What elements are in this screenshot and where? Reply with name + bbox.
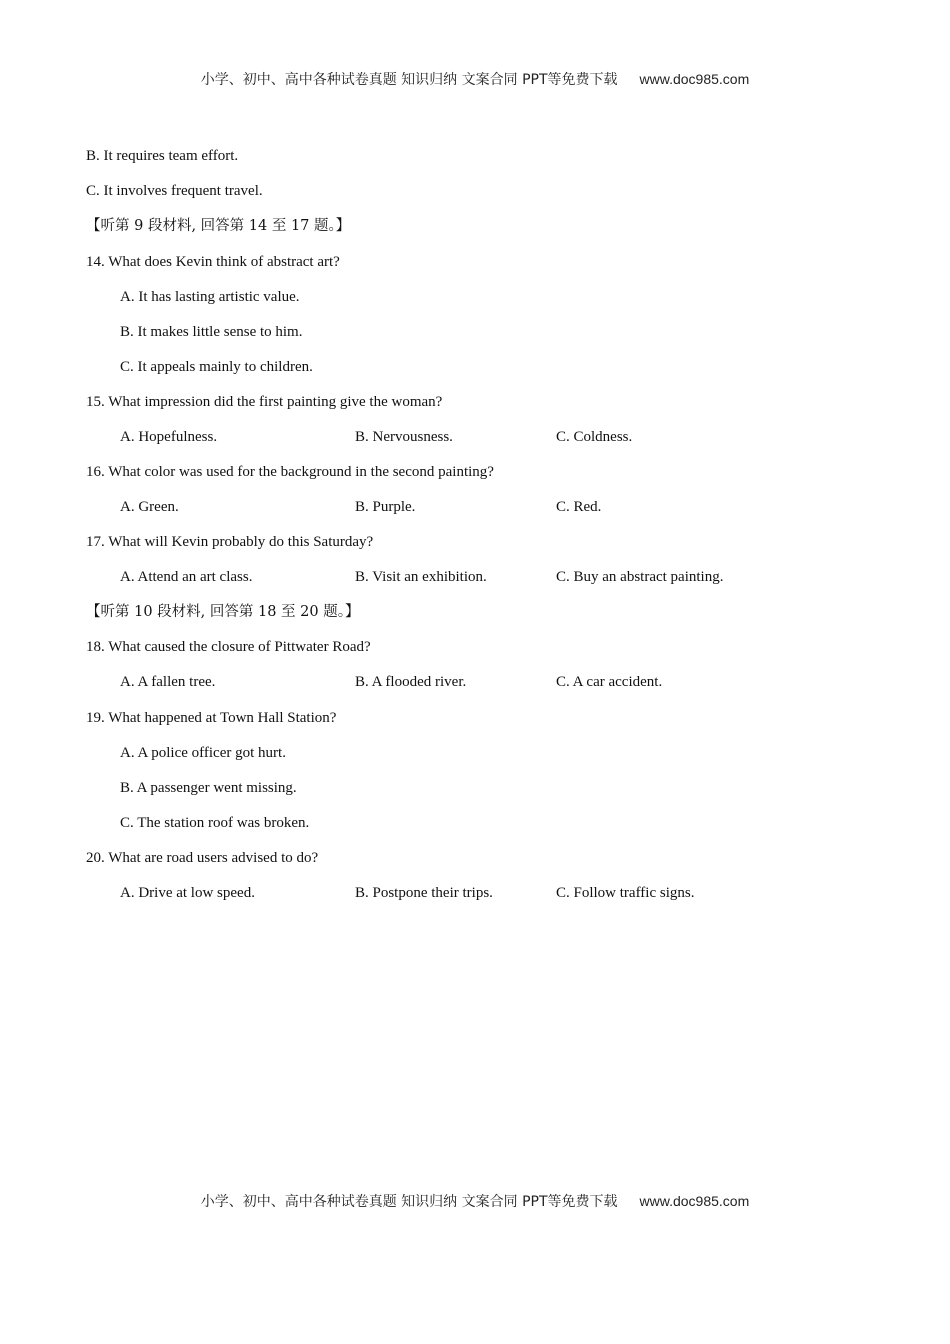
page-footer: [0, 1191, 950, 1211]
header-url[interactable]: www.doc985.com: [639, 71, 750, 87]
q17-option-c: C. Buy an abstract painting.: [556, 569, 724, 585]
q19-option-c: C. The station roof was broken.: [120, 815, 310, 831]
q14-option-c: C. It appeals mainly to children.: [120, 359, 313, 375]
question-19: 19. What happened at Town Hall Station?: [86, 710, 337, 726]
footer-url[interactable]: www.doc985.com: [639, 1193, 750, 1209]
footer-text: 小学、初中、高中各种试卷真题 知识归纳 文案合同 PPT等免费下载: [200, 1194, 618, 1210]
page-header: [0, 69, 950, 89]
q20-option-a: A. Drive at low speed.: [120, 885, 255, 901]
q16-option-c: C. Red.: [556, 499, 602, 515]
question-17: 17. What will Kevin probably do this Saturday?: [86, 534, 374, 550]
q16-option-b: B. Purple.: [355, 499, 416, 515]
prev-option-c: C. It involves frequent travel.: [86, 183, 263, 199]
question-20: 20. What are road users advised to do?: [86, 850, 319, 866]
q20-option-b: B. Postpone their trips.: [355, 885, 493, 901]
prev-option-b: B. It requires team effort.: [86, 148, 239, 164]
q14-option-b: B. It makes little sense to him.: [120, 324, 303, 340]
q17-option-a: A. Attend an art class.: [120, 569, 253, 585]
question-14: 14. What does Kevin think of abstract art?: [86, 254, 340, 270]
question-16: 16. What color was used for the background in the second painting?: [86, 464, 494, 480]
q19-option-b: B. A passenger went missing.: [120, 780, 297, 796]
section-9-heading: 【听第 9 段材料, 回答第 14 至 17 题。】: [86, 218, 351, 234]
question-18: 18. What caused the closure of Pittwater Road?: [86, 639, 371, 655]
q15-option-b: B. Nervousness.: [355, 429, 453, 445]
question-15: 15. What impression did the first painting give the woman?: [86, 394, 443, 410]
q15-option-a: A. Hopefulness.: [120, 429, 218, 445]
q16-option-a: A. Green.: [120, 499, 179, 515]
q18-option-c: C. A car accident.: [556, 674, 663, 690]
q19-option-a: A. A police officer got hurt.: [120, 745, 286, 761]
q14-option-a: A. It has lasting artistic value.: [120, 289, 300, 305]
section-10-heading: 【听第 10 段材料, 回答第 18 至 20 题。】: [86, 604, 360, 620]
q18-option-b: B. A flooded river.: [355, 674, 467, 690]
q18-option-a: A. A fallen tree.: [120, 674, 216, 690]
header-text: 小学、初中、高中各种试卷真题 知识归纳 文案合同 PPT等免费下载: [200, 72, 618, 88]
q20-option-c: C. Follow traffic signs.: [556, 885, 695, 901]
q15-option-c: C. Coldness.: [556, 429, 633, 445]
q17-option-b: B. Visit an exhibition.: [355, 569, 487, 585]
